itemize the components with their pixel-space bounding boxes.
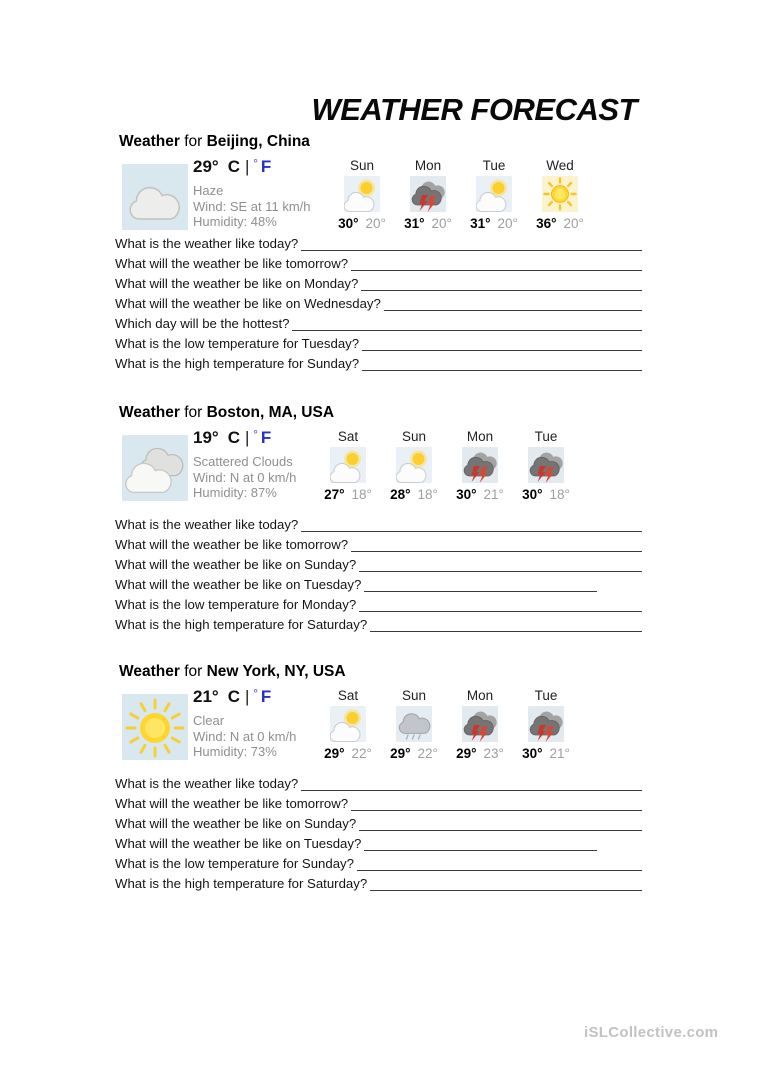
section-heading xyxy=(119,663,346,681)
question-text: What will the weather be like tomorrow? xyxy=(115,796,349,811)
answer-blank-line xyxy=(384,294,642,311)
heading-connector: for xyxy=(184,133,203,150)
day-label: Sat xyxy=(337,429,359,444)
answer-blank-line xyxy=(359,814,642,831)
day-label: Mon xyxy=(466,688,494,703)
unit-f[interactable]: F xyxy=(260,157,272,176)
question-text: What is the high temperature for Saturday? xyxy=(115,617,368,632)
high-temp: 29° xyxy=(324,746,345,761)
degree-f-symbol: ° xyxy=(253,429,258,441)
partly-cloudy-icon xyxy=(344,176,380,212)
low-temp: 21° xyxy=(549,746,570,761)
question-text: What will the weather be like on Monday? xyxy=(115,276,359,291)
current-weather-icon xyxy=(122,164,188,230)
current-conditions xyxy=(193,157,311,230)
heading-connector: for xyxy=(184,404,203,421)
humidity-text: Humidity: 48% xyxy=(193,214,277,229)
forecast-day-column xyxy=(527,158,593,231)
question-text: What is the low temperature for Sunday? xyxy=(115,856,354,871)
question-text: What will the weather be like on Wednesday? xyxy=(115,296,381,311)
partly-cloudy-icon xyxy=(330,447,366,483)
heading-prefix: Weather xyxy=(119,404,180,421)
question-row xyxy=(115,334,642,354)
heading-prefix: Weather xyxy=(119,663,180,680)
sunny-icon xyxy=(542,176,578,212)
thunderstorm-icon xyxy=(528,706,564,742)
scattered-clouds-icon xyxy=(122,435,188,501)
condition-text: Haze xyxy=(193,183,224,198)
current-weather-icon xyxy=(122,435,188,501)
question-row xyxy=(115,234,642,254)
high-temp: 29° xyxy=(390,746,411,761)
humidity-text: Humidity: 73% xyxy=(193,744,277,759)
unit-separator: | xyxy=(245,687,250,706)
high-temp: 30° xyxy=(522,487,543,502)
partly-cloudy-icon xyxy=(476,176,512,212)
forecast-day-column xyxy=(395,158,461,231)
heading-connector: for xyxy=(184,663,203,680)
question-row xyxy=(115,854,642,874)
low-temp: 21° xyxy=(483,487,504,502)
question-text: What will the weather be like tomorrow? xyxy=(115,256,349,271)
section-heading xyxy=(119,404,334,422)
unit-c: C xyxy=(227,687,240,706)
question-row xyxy=(115,555,642,575)
page-title: WEATHER FORECAST xyxy=(311,92,637,127)
unit-c: C xyxy=(227,428,240,447)
question-text: What is the high temperature for Saturday? xyxy=(115,876,368,891)
low-temp: 20° xyxy=(563,216,584,231)
high-temp: 29° xyxy=(456,746,477,761)
question-list xyxy=(115,515,642,635)
high-temp: 36° xyxy=(536,216,557,231)
partly-cloudy-icon xyxy=(396,447,432,483)
answer-blank-line xyxy=(359,595,642,612)
degree-f-symbol: ° xyxy=(253,688,258,700)
forecast-day-column xyxy=(447,688,513,761)
answer-blank-line xyxy=(292,314,642,331)
question-row xyxy=(115,575,642,595)
answer-blank-line xyxy=(370,615,642,632)
answer-blank-line xyxy=(364,575,597,592)
thunderstorm-icon xyxy=(410,176,446,212)
unit-separator: | xyxy=(245,428,250,447)
answer-blank-line xyxy=(301,515,642,532)
low-temp: 20° xyxy=(365,216,386,231)
forecast-day-column xyxy=(447,429,513,502)
high-temp: 31° xyxy=(470,216,491,231)
question-row xyxy=(115,834,642,854)
condition-text: Scattered Clouds xyxy=(193,454,293,469)
high-temp: 31° xyxy=(404,216,425,231)
question-row xyxy=(115,874,642,894)
forecast-day-column xyxy=(461,158,527,231)
high-temp: 30° xyxy=(456,487,477,502)
rain-icon xyxy=(396,706,432,742)
answer-blank-line xyxy=(362,354,642,371)
day-label: Mon xyxy=(414,158,442,173)
answer-blank-line xyxy=(351,535,642,552)
answer-blank-line xyxy=(370,874,642,891)
current-conditions xyxy=(193,687,296,760)
question-text: What will the weather be like on Tuesday? xyxy=(115,836,362,851)
clear-sun-icon xyxy=(122,694,188,760)
city-name: Beijing, China xyxy=(206,133,310,150)
question-text: What will the weather be like tomorrow? xyxy=(115,537,349,552)
day-label: Sun xyxy=(401,688,427,703)
weather-section-new-york xyxy=(115,663,642,895)
question-list xyxy=(115,774,642,894)
day-label: Sun xyxy=(349,158,375,173)
question-row xyxy=(115,354,642,374)
question-text: Which day will be the hottest? xyxy=(115,316,290,331)
question-text: What is the high temperature for Sunday? xyxy=(115,356,360,371)
answer-blank-line xyxy=(301,234,642,251)
high-temp: 28° xyxy=(390,487,411,502)
question-row xyxy=(115,794,642,814)
heading-prefix: Weather xyxy=(119,133,180,150)
city-name: Boston, MA, USA xyxy=(206,404,335,421)
forecast-day-column xyxy=(315,429,381,502)
question-row xyxy=(115,535,642,555)
question-row xyxy=(115,314,642,334)
high-temp: 30° xyxy=(522,746,543,761)
thunderstorm-icon xyxy=(462,706,498,742)
answer-blank-line xyxy=(361,274,642,291)
degree-f-symbol: ° xyxy=(253,158,258,170)
low-temp: 18° xyxy=(549,487,570,502)
question-row xyxy=(115,274,642,294)
current-temperature xyxy=(193,157,311,178)
low-temp: 23° xyxy=(483,746,504,761)
low-temp: 22° xyxy=(351,746,372,761)
answer-blank-line xyxy=(359,555,642,572)
question-text: What will the weather be like on Tuesday? xyxy=(115,577,362,592)
unit-separator: | xyxy=(245,157,250,176)
unit-c: C xyxy=(227,157,240,176)
temp-celsius: 21° xyxy=(193,687,219,706)
day-label: Tue xyxy=(534,688,558,703)
current-temperature xyxy=(193,428,296,449)
question-text: What will the weather be like on Sunday? xyxy=(115,816,357,831)
humidity-text: Humidity: 87% xyxy=(193,485,277,500)
high-temp: 30° xyxy=(338,216,359,231)
low-temp: 20° xyxy=(497,216,518,231)
thunderstorm-icon xyxy=(462,447,498,483)
unit-f[interactable]: F xyxy=(260,687,272,706)
day-label: Mon xyxy=(466,429,494,444)
answer-blank-line xyxy=(351,794,642,811)
haze-cloud-icon xyxy=(122,164,188,230)
low-temp: 18° xyxy=(351,487,372,502)
low-temp: 20° xyxy=(431,216,452,231)
forecast-day-column xyxy=(381,429,447,502)
question-row xyxy=(115,774,642,794)
unit-f[interactable]: F xyxy=(260,428,272,447)
temp-celsius: 29° xyxy=(193,157,219,176)
forecast-day-column xyxy=(513,688,579,761)
question-text: What is the weather like today? xyxy=(115,236,299,251)
question-list xyxy=(115,234,642,374)
day-label: Tue xyxy=(534,429,558,444)
current-temperature xyxy=(193,687,296,708)
question-text: What is the low temperature for Tuesday? xyxy=(115,336,360,351)
current-conditions xyxy=(193,428,296,501)
wind-text: Wind: N at 0 km/h xyxy=(193,728,297,744)
weather-section-boston xyxy=(115,404,642,636)
weather-section-beijing xyxy=(115,133,642,381)
city-name: New York, NY, USA xyxy=(206,663,346,680)
forecast-day-column xyxy=(381,688,447,761)
question-row xyxy=(115,615,642,635)
low-temp: 18° xyxy=(417,487,438,502)
question-row xyxy=(115,254,642,274)
forecast-row xyxy=(329,158,593,231)
day-label: Sun xyxy=(401,429,427,444)
day-label: Wed xyxy=(546,158,574,173)
islcollective-watermark: iSLCollective.com xyxy=(584,1024,719,1041)
question-row xyxy=(115,595,642,615)
forecast-day-column xyxy=(513,429,579,502)
temp-celsius: 19° xyxy=(193,428,219,447)
forecast-day-column xyxy=(315,688,381,761)
question-row xyxy=(115,814,642,834)
thunderstorm-icon xyxy=(528,447,564,483)
current-weather-icon xyxy=(122,694,188,760)
answer-blank-line xyxy=(364,834,597,851)
answer-blank-line xyxy=(362,334,642,351)
forecast-row xyxy=(315,429,579,502)
forecast-day-column xyxy=(329,158,395,231)
low-temp: 22° xyxy=(417,746,438,761)
question-text: What is the weather like today? xyxy=(115,517,299,532)
partly-cloudy-icon xyxy=(330,706,366,742)
answer-blank-line xyxy=(301,774,642,791)
day-label: Sat xyxy=(337,688,359,703)
condition-text: Clear xyxy=(193,713,225,728)
question-text: What is the low temperature for Monday? xyxy=(115,597,357,612)
section-heading xyxy=(119,133,310,151)
question-text: What is the weather like today? xyxy=(115,776,299,791)
wind-text: Wind: N at 0 km/h xyxy=(193,469,297,485)
day-label: Tue xyxy=(482,158,506,173)
high-temp: 27° xyxy=(324,487,345,502)
wind-text: Wind: SE at 11 km/h xyxy=(193,198,311,214)
answer-blank-line xyxy=(351,254,642,271)
forecast-row xyxy=(315,688,579,761)
answer-blank-line xyxy=(357,854,642,871)
question-row xyxy=(115,294,642,314)
question-row xyxy=(115,515,642,535)
question-text: What will the weather be like on Sunday? xyxy=(115,557,357,572)
